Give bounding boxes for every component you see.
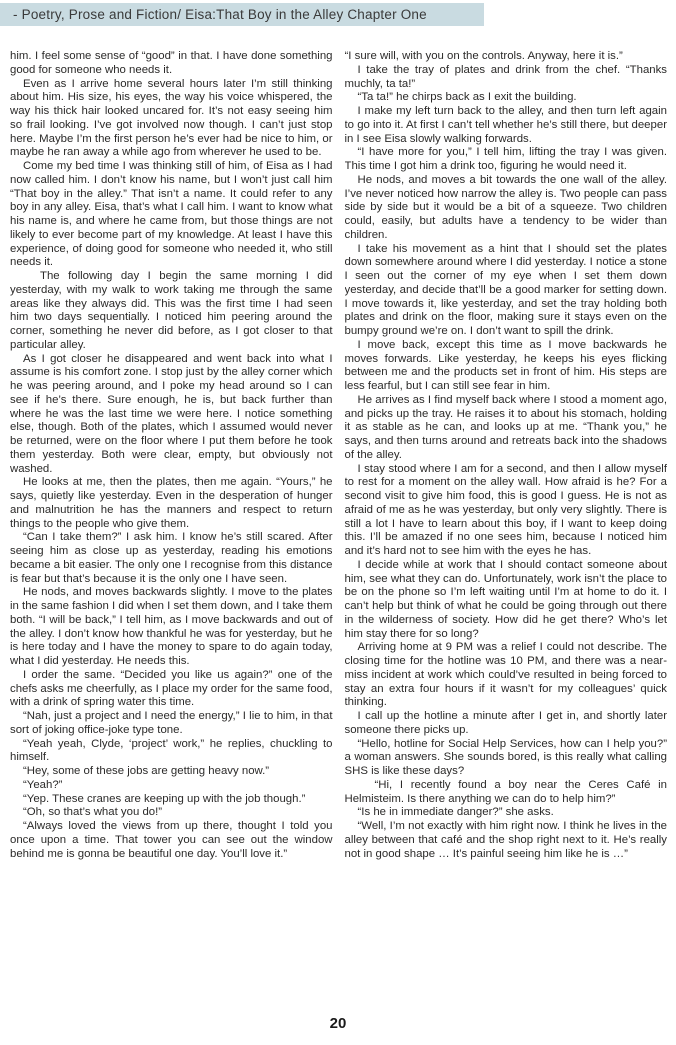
paragraph: “Can I take them?” I ask him. I know he’s still scared. After seeing him as close up as yesterday, reading his emotions became a bit easier. The only one I recognise from this distance is fear but that’s because it is the only one I have seen. <box>10 531 333 585</box>
chapter-header-bar <box>0 3 484 26</box>
paragraph: “Well, I’m not exactly with him right now. I think he lives in the alley between that café and the shop right next to it. He’s really not in good shape … It’s painful seeing him like he is …” <box>344 820 667 860</box>
chapter-header-title: - Poetry, Prose and Fiction/ Eisa:That Boy in the Alley Chapter One <box>13 7 427 22</box>
paragraph: “I have more for you,” I tell him, lifting the tray I was given. This time I got him a drink too, figuring he would need it. <box>344 146 667 172</box>
paragraph: He looks at me, then the plates, then me again. “Yours,” he says, quietly like yesterday. Even in the desperation of hunger and malnutrition he has the manners and respect to return things to the people who give them. <box>10 476 333 530</box>
paragraph: I call up the hotline a minute after I get in, and shortly later someone there picks up. <box>344 710 667 736</box>
paragraph: I order the same. “Decided you like us again?” one of the chefs asks me cheerfully, as I place my order for the same food, with a drink of spring water this time. <box>10 668 333 709</box>
paragraph: He nods, and moves backwards slightly. I move to the plates in the same fashion I did when I set them down, and I take them both. “I will be back,” I tell him, as I move backwards and out of the alley. I don’t know how thankful he was for yesterday, but he is here today and I have the money to spare to do again today, what I did yesterday. He needs this. <box>10 586 333 667</box>
paragraph: “Hello, hotline for Social Help Services, how can I help you?” a woman answers. She sounds bored, is this really what calling SHS is like these days? <box>344 737 667 777</box>
paragraph: Arriving home at 9 PM was a relief I could not describe. The closing time for the hotline was 10 PM, and there was a near-miss incident at work which could’ve resulted in being forced to stay an extra four hours if it wasn’t for my colleagues’ quick thinking. <box>344 641 667 709</box>
paragraph: Come my bed time I was thinking still of him, of Eisa as I had now called him. I don’t know his name, but I won’t just call him “That boy in the alley.” That isn’t a name. It could refer to any boy in any alley. Eisa, that’s what I call him. I want to know what his name is, and where he came from, but those things are not likely to ever become part of my knowledge. At least I have this experience, of doing good for someone who needed it, who still needs it. <box>10 160 333 269</box>
paragraph: “Yeah yeah, Clyde, ‘project’ work,” he replies, chuckling to himself. <box>10 737 333 764</box>
paragraph: “Always loved the views from up there, thought I told you once upon a time. That tower you can see out the window behind me is gonna be beautiful one day. You’ll love it.” <box>10 820 333 860</box>
paragraph: “Hi, I recently found a boy near the Ceres Café in Helmisteim. Is there anything we can do to help him?” <box>344 778 667 805</box>
right-text-column <box>345 50 668 861</box>
paragraph: I make my left turn back to the alley, and then turn left again to go into it. At first I can’t tell whether he’s still there, but deeper in I see Eisa slowly walking forwards. <box>344 105 667 145</box>
paragraph: Even as I arrive home several hours later I’m still thinking about him. His size, his eyes, the way his voice whispered, the way his thick hair looked uncared for. It’s not easy seeing him so frail looking. I’ve got involved now though. I can’t just stop here. Maybe I’m the first person he’s ever had be nice to him, or maybe he ran away a while ago from wherever he used to be. <box>10 77 333 159</box>
paragraph: I decide while at work that I should contact someone about him, see what they can do. Unfortunately, work isn’t the place to be on the phone so I’m left waiting until I’m at home to do it. I can’t help but think of what he could be going through out there in the wilderness of society. How did he get there? Who’s let him stay there for so long? <box>344 558 667 640</box>
paragraph: “Oh, so that’s what you do!” <box>23 806 163 819</box>
paragraph: I take his movement as a hint that I should set the plates down somewhere around where I did yesterday. I notice a stone I seen out the corner of my eye when I set them down yesterday, and decide that’ll be a good marker for setting down. I move towards it, like yesterday, and set the tray holding both plates and drink on the floor, making sure it stays even on the bumpy ground we’re on. I don’t want to spill the drink. <box>344 242 667 337</box>
paragraph: As I got closer he disappeared and went back into what I assume is his comfort zone. I stop just by the alley corner which he was peering around, and I poke my head around so I can see if he’s there. Sure enough, he is, but back further than where he was the last time we were here. I notice something else, though. Both of the plates, which I assumed would never be returned, were on the floor where I put them before he took them yesterday. Both were clear, empty, but obviously not washed. <box>10 352 333 475</box>
paragraph: “Nah, just a project and I need the energy,” I lie to him, in that sort of joking office-joke type tone. <box>10 710 333 736</box>
paragraph: “Is he in immediate danger?” she asks. <box>357 806 554 819</box>
page-number: 20 <box>329 1015 347 1032</box>
text-columns <box>10 50 667 861</box>
paragraph: “Ta ta!” he chirps back as I exit the building. <box>357 91 577 104</box>
paragraph: him. I feel some sense of “good” in that. I have done something good for someone who needs it. <box>10 50 333 76</box>
paragraph: “Yeah?” <box>23 778 63 791</box>
paragraph: The following day I begin the same morning I did yesterday, with my walk to work taking me through the same areas like they always did. This was the first time I had seen him two days sequentially. I noticed him peering around the corner, something he never did before, as I got closer to that particular alley. <box>10 270 333 351</box>
paragraph: “Yep. These cranes are keeping up with the job though.” <box>23 792 306 805</box>
paragraph: He arrives as I find myself back where I stood a moment ago, and picks up the tray. He raises it to about his stomach, holding it as stable as he can, and looks up at me. “Thank you,” he says, and then turns around and retreats back into the shadows of the alley. <box>344 393 667 461</box>
paragraph: I take the tray of plates and drink from the chef. “Thanks muchly, ta ta!” <box>344 63 667 90</box>
paragraph: “I sure will, with you on the controls. Anyway, here it is.” <box>344 50 623 62</box>
paragraph: “Hey, some of these jobs are getting heavy now.” <box>23 765 270 777</box>
left-text-column <box>10 50 333 861</box>
paragraph: He nods, and moves a bit towards the one wall of the alley. I’ve never noticed how narrow the alley is. Two people can pass side by side but it would be a bit of a squeeze. Two children could, easily, but adults have a tendency to be wider than children. <box>344 173 667 241</box>
paragraph: I move back, except this time as I move backwards he moves forwards. Like yesterday, he keeps his eyes flicking between me and the products set in front of him. His steps are less fearful, but I can still see fear in him. <box>344 338 667 392</box>
paragraph: I stay stood where I am for a second, and then I allow myself to rest for a moment on the alley wall. How afraid is he? For a second visit to give him food, this is good I guess. He is not as afraid of me as he was yesterday, but only very slightly. There is still a lot I have to learn about this boy, if I want to keep doing this. I’ll be amazed if no one sees him, because I noticed him and it’s hard not to see him with the eyes he has. <box>344 462 667 557</box>
